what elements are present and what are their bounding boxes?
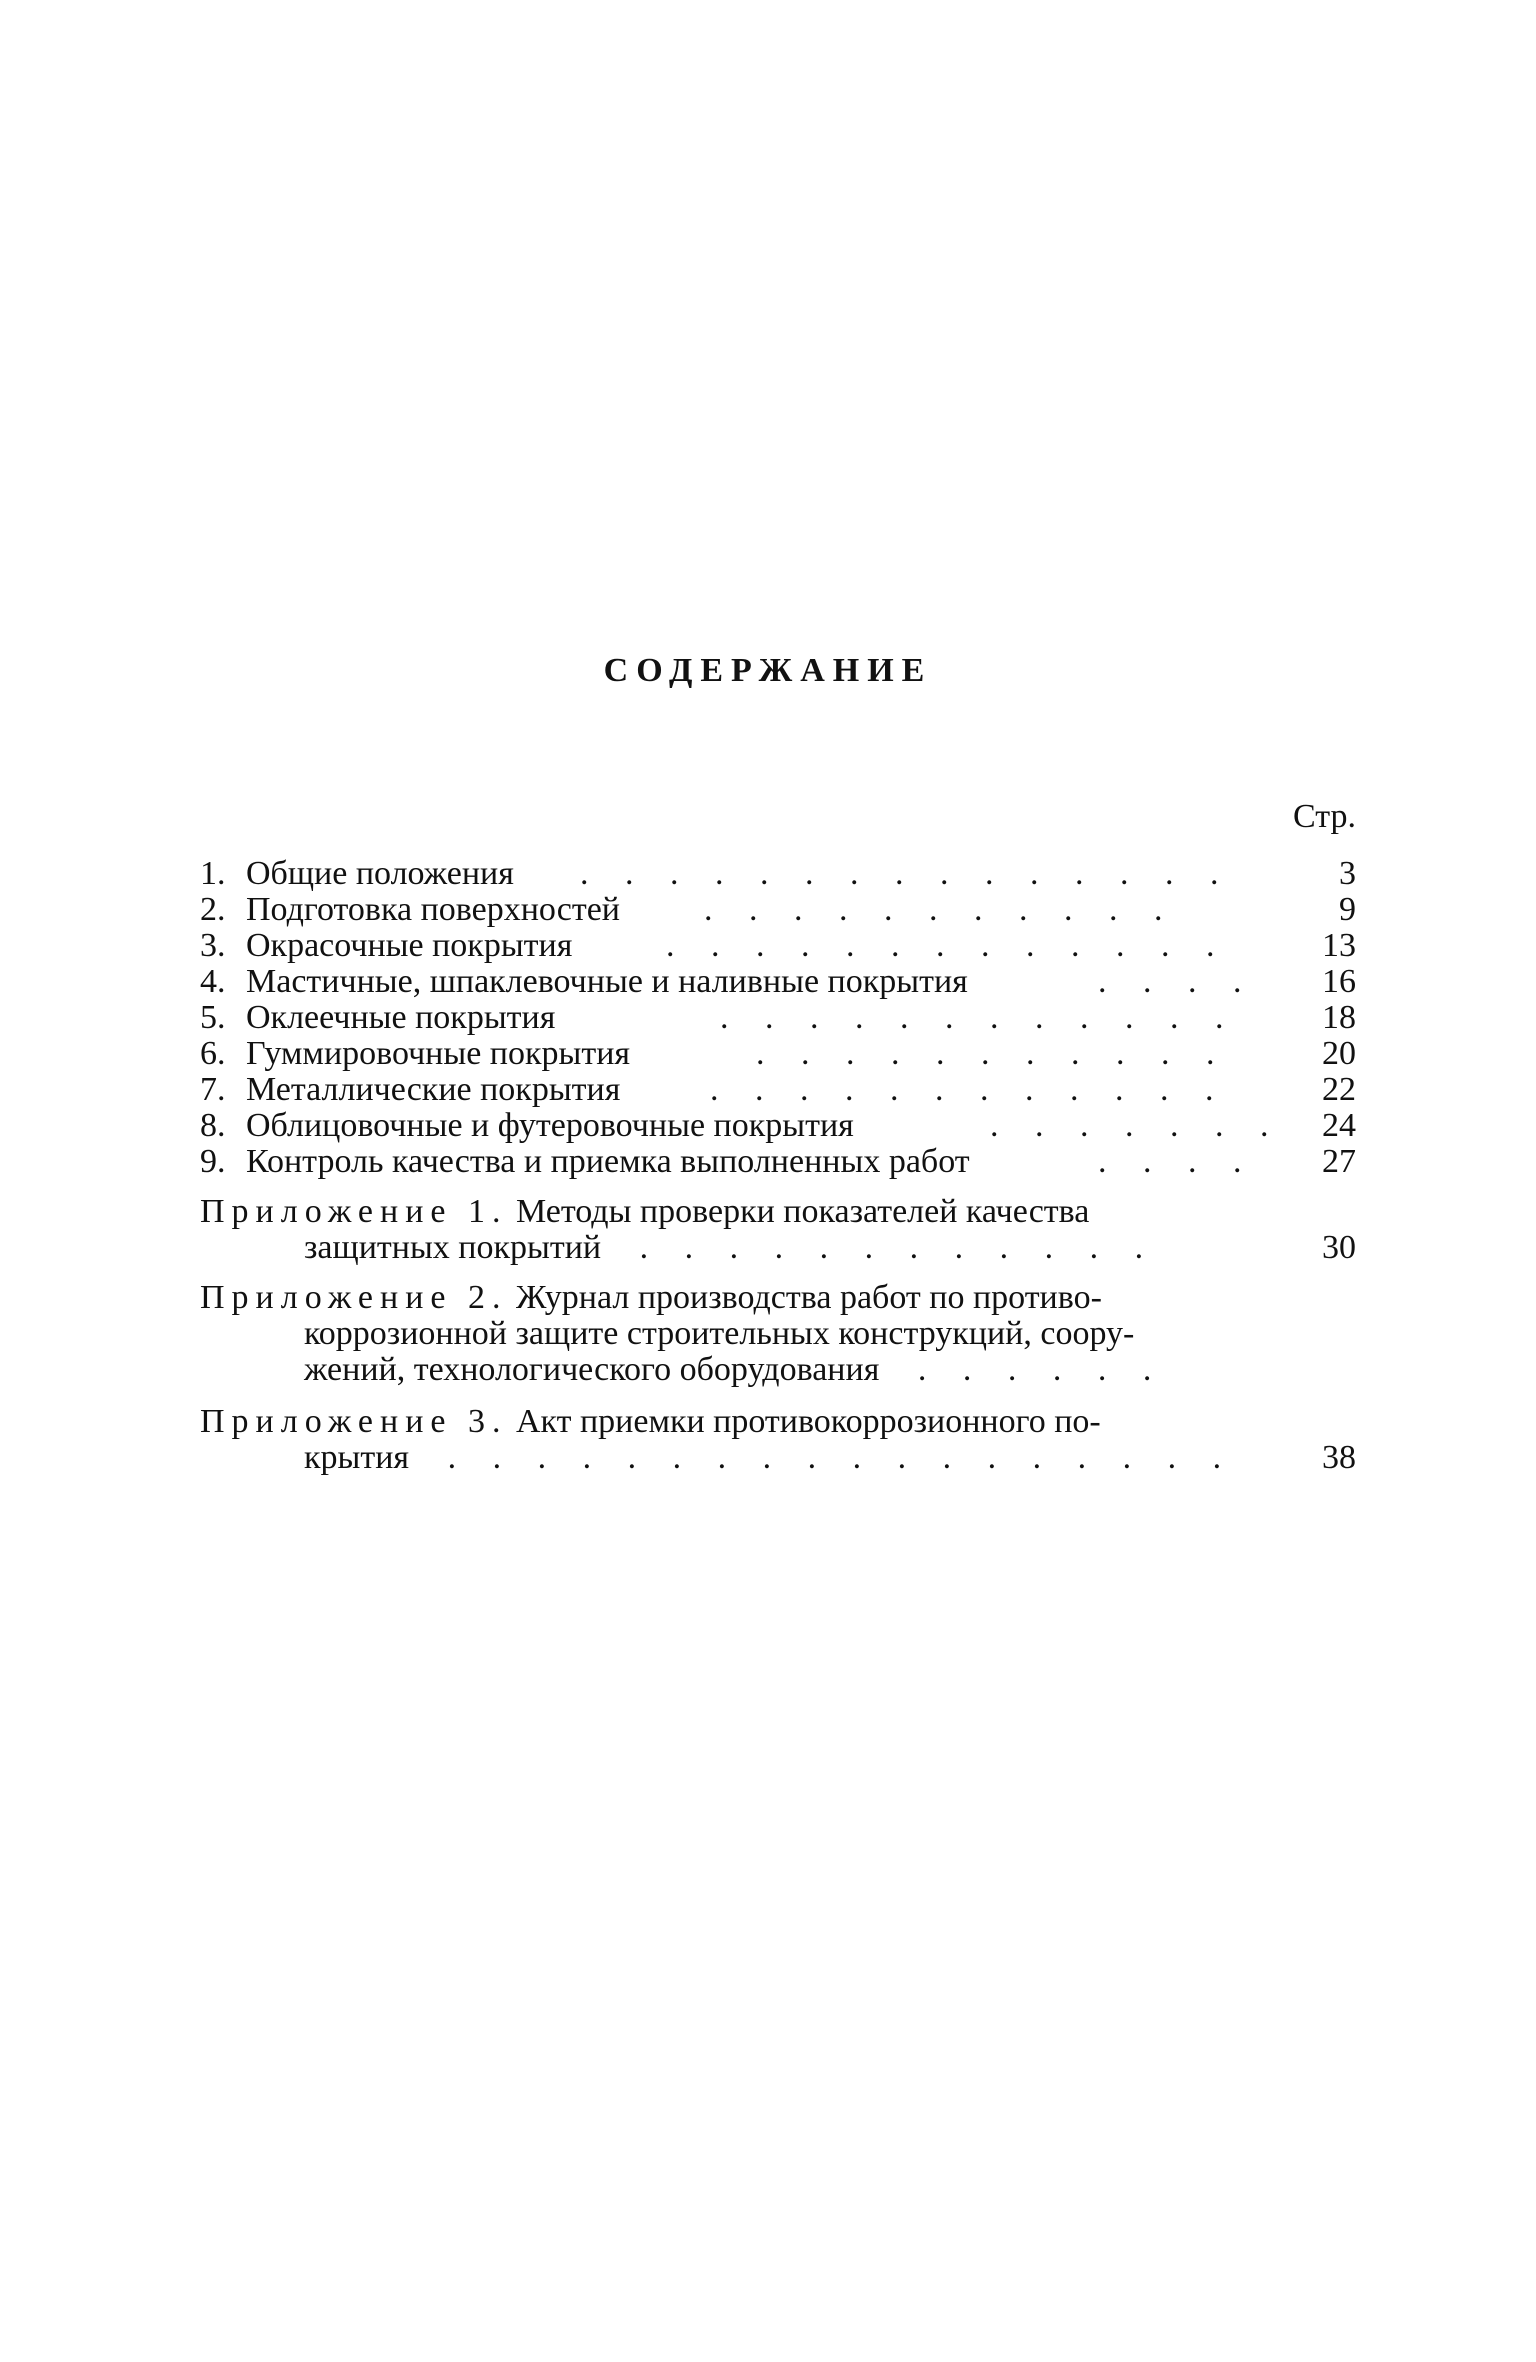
toc-item bbox=[200, 1000, 1356, 1036]
toc-item-page: 13 bbox=[1322, 927, 1356, 964]
appendix-entry bbox=[200, 1194, 1356, 1266]
toc-item-number: 7. bbox=[200, 1071, 226, 1108]
toc-leader-dots: . . . . . . . . . . . . . . . . . . bbox=[447, 1439, 1236, 1476]
toc-item bbox=[200, 1036, 1356, 1072]
toc-leader-dots: . . . . . . . . . . . . . bbox=[666, 927, 1229, 964]
appendix-title-line: защитных покрытий bbox=[304, 1229, 602, 1266]
toc-item bbox=[200, 1072, 1356, 1108]
toc-item-title: Гуммировочные покрытия bbox=[246, 1035, 631, 1072]
appendix-page: 38 bbox=[1322, 1439, 1356, 1476]
toc-item-page: 20 bbox=[1322, 1035, 1356, 1072]
toc-item-title: Подготовка поверхностей bbox=[246, 891, 620, 928]
toc-leader-dots: . . . . . . . . . . . . bbox=[710, 1071, 1228, 1108]
appendix-title-line: Акт приемки противокоррозионного по- bbox=[515, 1403, 1101, 1440]
appendix-label: Приложение 2. bbox=[200, 1279, 508, 1316]
toc-leader-dots: . . . . . . . . . . . bbox=[704, 891, 1177, 928]
toc-item-page: 18 bbox=[1322, 999, 1356, 1036]
toc-item-page: 3 bbox=[1339, 855, 1356, 892]
toc-leader-dots: . . . . bbox=[1098, 963, 1256, 1000]
toc-item bbox=[200, 1144, 1356, 1180]
appendix-label: Приложение 3. bbox=[200, 1403, 508, 1440]
toc-item bbox=[200, 1108, 1356, 1144]
toc-item bbox=[200, 856, 1356, 892]
toc-item bbox=[200, 928, 1356, 964]
appendix-title-line: крытия bbox=[304, 1439, 410, 1476]
toc-item-number: 1. bbox=[200, 855, 226, 892]
toc-leader-dots: . . . . . . . . . . . . bbox=[639, 1229, 1158, 1266]
toc-item-page: 9 bbox=[1339, 891, 1356, 928]
appendix-label: Приложение 1. bbox=[200, 1193, 508, 1230]
toc-item bbox=[200, 892, 1356, 928]
toc-item bbox=[200, 964, 1356, 1000]
appendix-title-line: жений, технологического оборудования bbox=[304, 1351, 880, 1388]
toc-item-title: Общие положения bbox=[246, 855, 514, 892]
toc-item-number: 2. bbox=[200, 891, 226, 928]
appendix-title-line: Методы проверки показателей качества bbox=[515, 1193, 1090, 1230]
page-column-header: Стр. bbox=[1292, 798, 1356, 835]
toc-item-number: 5. bbox=[200, 999, 226, 1036]
toc-item-page: 24 bbox=[1322, 1107, 1356, 1144]
toc-item-page: 27 bbox=[1322, 1143, 1356, 1180]
appendix-title-line: коррозионной защите строительных конструкций, соору- bbox=[304, 1315, 1135, 1352]
toc-item-title: Мастичные, шпаклевочные и наливные покрытия bbox=[246, 963, 968, 1000]
page-title: СОДЕРЖАНИЕ bbox=[603, 652, 933, 689]
toc-item-number: 3. bbox=[200, 927, 226, 964]
toc-leader-dots: . . . . . . . bbox=[990, 1107, 1283, 1144]
toc-leader-dots: . . . . . . . . . . . . bbox=[720, 999, 1238, 1036]
toc-item-page: 22 bbox=[1322, 1071, 1356, 1108]
appendix-title-line: Журнал производства работ по противо- bbox=[515, 1279, 1102, 1316]
toc-item-number: 6. bbox=[200, 1035, 226, 1072]
toc-item-title: Металлические покрытия bbox=[246, 1071, 621, 1108]
toc-item-title: Окрасочные покрытия bbox=[246, 927, 573, 964]
toc-item-number: 8. bbox=[200, 1107, 226, 1144]
toc-item-number: 9. bbox=[200, 1143, 226, 1180]
appendix-entry bbox=[200, 1280, 1356, 1388]
toc-item-page: 16 bbox=[1322, 963, 1356, 1000]
appendix-entry bbox=[200, 1404, 1356, 1476]
toc-leader-dots: . . . . bbox=[1098, 1143, 1256, 1180]
toc-item-title: Оклеечные покрытия bbox=[246, 999, 556, 1036]
toc-leader-dots: . . . . . . bbox=[917, 1351, 1166, 1388]
appendix-page: 30 bbox=[1322, 1229, 1356, 1266]
toc-leader-dots: . . . . . . . . . . . bbox=[756, 1035, 1229, 1072]
toc-item-number: 4. bbox=[200, 963, 226, 1000]
toc-leader-dots: . . . . . . . . . . . . . . . bbox=[580, 855, 1233, 892]
toc-item-title: Облицовочные и футеровочные покрытия bbox=[246, 1107, 854, 1144]
toc-item-title: Контроль качества и приемка выполненных работ bbox=[246, 1143, 970, 1180]
